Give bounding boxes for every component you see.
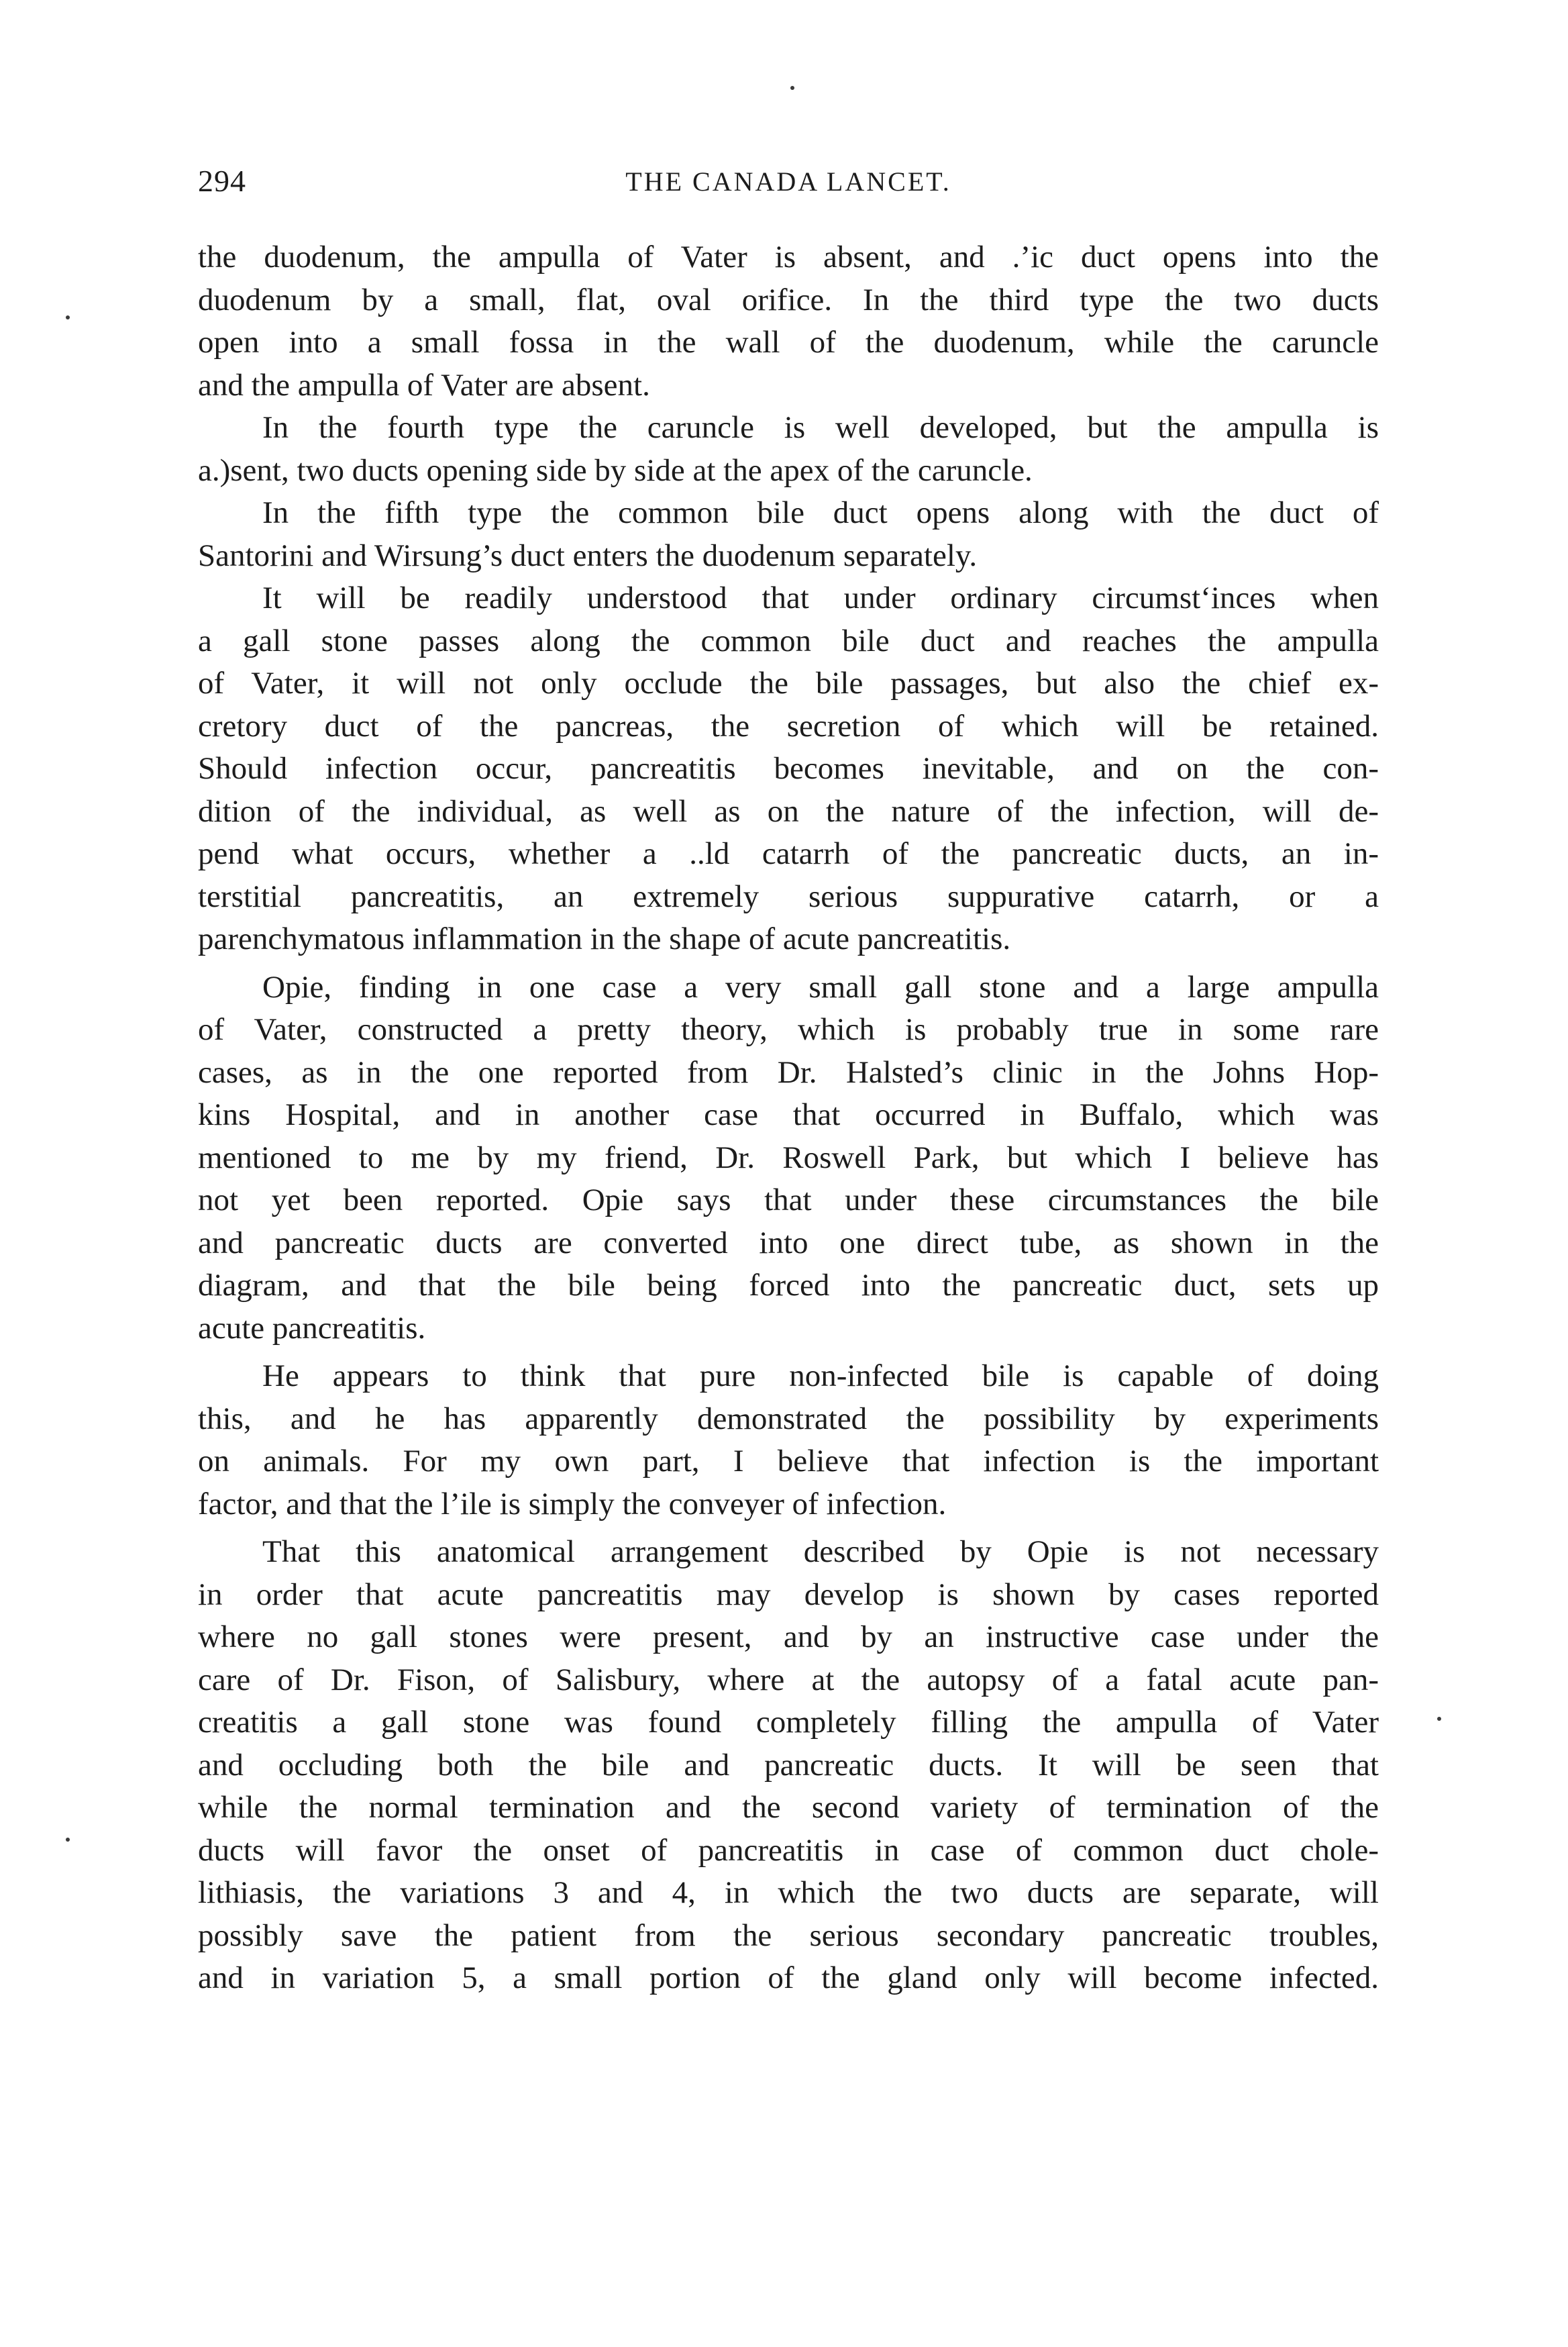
text-line: pend what occurs, whether a ..ld catarrh of the pancreatic ducts, an in- bbox=[198, 836, 1379, 871]
text-line: duodenum by a small, flat, oval orifice. In the third type the two ducts bbox=[198, 282, 1379, 317]
scan-speck bbox=[1437, 1717, 1441, 1721]
paragraph bbox=[198, 407, 1379, 492]
paragraph bbox=[198, 966, 1379, 1350]
text-line: That this anatomical arrangement described by Opie is not necessary bbox=[262, 1534, 1379, 1569]
paragraph-gap bbox=[198, 1526, 1379, 1531]
page-header bbox=[198, 163, 1379, 210]
text-line: diagram, and that the bile being forced into the pancreatic duct, sets up bbox=[198, 1268, 1379, 1303]
text-line: and pancreatic ducts are converted into one direct tube, as shown in the bbox=[198, 1225, 1379, 1260]
text-line: of Vater, constructed a pretty theory, which is probably true in some rare bbox=[198, 1012, 1379, 1047]
paragraph-gap bbox=[198, 1350, 1379, 1355]
text-line: on animals. For my own part, I believe that infection is the important bbox=[198, 1444, 1379, 1479]
paragraph bbox=[198, 1531, 1379, 2000]
text-line: this, and he has apparently demonstrated the possibility by experiments bbox=[198, 1401, 1379, 1436]
scan-speck bbox=[790, 86, 794, 90]
text-line: in order that acute pancreatitis may develop is shown by cases reported bbox=[198, 1577, 1379, 1612]
text-line: and occluding both the bile and pancreatic ducts. It will be seen that bbox=[198, 1747, 1379, 1783]
paragraph bbox=[198, 492, 1379, 577]
text-line: factor, and that the l’ile is simply the conveyer of infection. bbox=[198, 1486, 947, 1521]
text-line: It will be readily understood that under ordinary circumst‘inces when bbox=[262, 581, 1379, 615]
text-line: cretory duct of the pancreas, the secretion of which will be retained. bbox=[198, 708, 1379, 744]
text-line: creatitis a gall stone was found completely filling the ampulla of Vater bbox=[198, 1705, 1379, 1740]
article-body bbox=[198, 236, 1379, 2000]
text-line: parenchymatous inflammation in the shape of acute pancreatitis. bbox=[198, 921, 1011, 956]
text-line: while the normal termination and the second variety of termination of the bbox=[198, 1790, 1379, 1825]
text-line: Santorini and Wirsung’s duct enters the duodenum separately. bbox=[198, 538, 978, 573]
text-line: a gall stone passes along the common bile duct and reaches the ampulla bbox=[198, 623, 1379, 658]
running-title: THE CANADA LANCET. bbox=[625, 166, 951, 197]
text-line: dition of the individual, as well as on the nature of the infection, will de- bbox=[198, 793, 1379, 829]
scan-speck bbox=[66, 1838, 70, 1842]
text-line: possibly save the patient from the serious secondary pancreatic troubles, bbox=[198, 1917, 1379, 1953]
paragraph-gap bbox=[198, 961, 1379, 966]
text-line: kins Hospital, and in another case that occurred in Buffalo, which was bbox=[198, 1097, 1379, 1132]
text-line: of Vater, it will not only occlude the bile passages, but also the chief ex- bbox=[198, 666, 1379, 701]
text-line: In the fourth type the caruncle is well developed, but the ampulla is bbox=[262, 410, 1379, 445]
text-line: Should infection occur, pancreatitis becomes inevitable, and on the con- bbox=[198, 751, 1379, 786]
text-line: and in variation 5, a small portion of the gland only will become infected. bbox=[198, 1960, 1379, 1995]
text-line: not yet been reported. Opie says that under these circumstances the bile bbox=[198, 1183, 1379, 1217]
page-number: 294 bbox=[198, 164, 246, 198]
text-line: In the fifth type the common bile duct opens along with the duct of bbox=[262, 495, 1379, 530]
paragraph bbox=[198, 1355, 1379, 1526]
text-line: terstitial pancreatitis, an extremely serious suppurative catarrh, or a bbox=[198, 879, 1379, 914]
text-line: care of Dr. Fison, of Salisbury, where at the autopsy of a fatal acute pan- bbox=[198, 1662, 1379, 1697]
scan-speck bbox=[66, 315, 70, 319]
text-line: a.)sent, two ducts opening side by side at the apex of the caruncle. bbox=[198, 452, 1033, 488]
text-line: cases, as in the one reported from Dr. Halsted’s clinic in the Johns Hop- bbox=[198, 1054, 1379, 1090]
paragraph bbox=[198, 577, 1379, 961]
text-line: the duodenum, the ampulla of Vater is absent, and .’ic duct opens into the bbox=[198, 240, 1379, 274]
text-line: ducts will favor the onset of pancreatitis in case of common duct chole- bbox=[198, 1832, 1379, 1868]
text-line: open into a small fossa in the wall of the duodenum, while the caruncle bbox=[198, 325, 1379, 360]
text-line: He appears to think that pure non-infected bile is capable of doing bbox=[262, 1358, 1379, 1393]
text-line: and the ampulla of Vater are absent. bbox=[198, 367, 650, 403]
text-line: acute pancreatitis. bbox=[198, 1310, 426, 1346]
text-line: mentioned to me by my friend, Dr. Roswell Park, but which I believe has bbox=[198, 1140, 1379, 1175]
text-line: where no gall stones were present, and by an instructive case under the bbox=[198, 1619, 1379, 1654]
paragraph bbox=[198, 236, 1379, 407]
text-line: Opie, finding in one case a very small gall stone and a large ampulla bbox=[262, 969, 1379, 1005]
text-line: lithiasis, the variations 3 and 4, in which the two ducts are separate, will bbox=[198, 1875, 1379, 1910]
